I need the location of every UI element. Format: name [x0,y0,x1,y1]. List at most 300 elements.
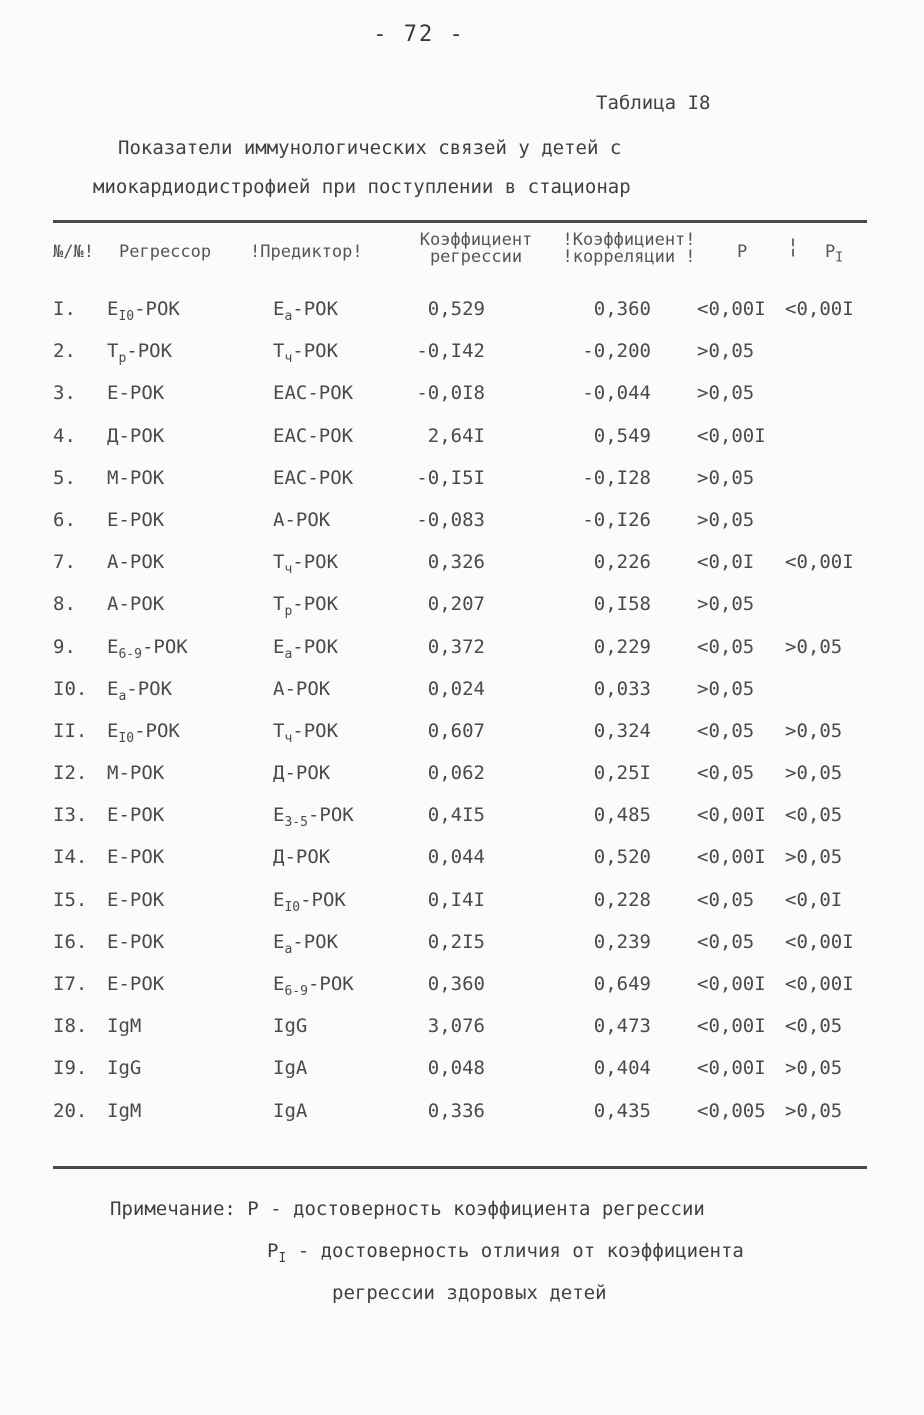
regressor-cell [107,846,164,872]
predictor-cell [273,720,338,746]
row-number [53,467,105,489]
predictor-cell [273,509,330,535]
table-bottom-rule [53,1166,867,1169]
p1-value-cell-text: >0,05 [785,846,843,869]
correlation-coefficient-cell-text: 0,520 [593,846,651,869]
regression-coefficient-cell-text: 0,372 [427,635,485,658]
row-number-text: 5. [53,466,76,489]
table-row [53,1011,867,1053]
predictor-cell-text: А-РОК [273,508,331,531]
regressor-cell-text: T [107,340,119,363]
predictor-cell-text: IgA [273,1099,308,1122]
p1-value-cell-text: <0,00I [785,930,854,953]
predictor-cell [273,636,338,662]
predictor-cell [273,340,338,366]
regressor-cell-text: Е-РОК [107,930,165,953]
predictor-cell-sub: I0 [284,899,301,915]
regressor-cell [107,509,164,535]
regressor-cell-text: Д-РОК [107,424,165,447]
row-number-text: I6. [53,930,88,953]
p-value-cell-text: >0,05 [697,340,755,363]
p-value-cell [697,1100,766,1122]
regression-coefficient-cell [393,636,485,658]
predictor-cell [273,298,338,324]
table-row [53,378,867,420]
regressor-cell-text: IgM [107,1015,142,1038]
predictor-cell-text: E [273,804,285,827]
predictor-cell-text: ЕАС-РОК [273,382,354,405]
regressor-cell-text: E [107,298,119,320]
row-number [53,1100,105,1122]
regression-coefficient-cell-text: 0,I4I [427,888,485,911]
regression-coefficient-cell [393,931,485,953]
table-row [53,758,867,800]
header-p1-sub: I [835,250,844,266]
regressor-cell [107,889,164,915]
table-row [53,716,867,758]
p-value-cell-text: <0,00I [697,424,766,447]
p1-value-cell [785,636,842,658]
regressor-cell-sub: 6-9 [118,646,142,662]
p-value-cell-text: <0,00I [697,298,766,320]
row-number-text: 20. [53,1099,88,1122]
regression-coefficient-cell [393,593,485,615]
p1-value-cell-text: <0,00I [785,551,854,574]
note-line-2-text: - достоверность отличия от коэффициента [286,1240,744,1262]
correlation-coefficient-cell [563,425,651,447]
correlation-coefficient-cell-text: 0,228 [593,888,651,911]
predictor-cell-text: IgG [273,1015,308,1038]
predictor-cell-sub: a [284,941,293,957]
predictor-cell-sub: р [284,604,293,620]
header-corr-line1: !Коэффициент! [562,230,696,250]
p1-value-cell [785,931,854,953]
predictor-cell [273,1100,307,1126]
row-number [53,1015,105,1037]
regression-coefficient-cell-text: 2,64I [427,424,485,447]
p-value-cell-text: <0,05 [697,888,755,911]
regression-coefficient-cell-text: 0,360 [427,973,485,995]
table-row [53,632,867,674]
predictor-cell-text: -РОК [307,973,354,995]
regressor-cell-text: М-РОК [107,762,165,785]
row-number-text: 8. [53,593,76,616]
regressor-cell-text: -РОК [126,340,173,363]
table-title-line-1: Показатели иммунологических связей у детей с [118,137,622,159]
regression-coefficient-cell [393,720,485,742]
predictor-cell-text: -РОК [292,930,339,953]
p-value-cell [697,340,754,362]
regressor-cell [107,298,180,324]
row-number [53,636,105,658]
correlation-coefficient-cell [563,551,651,573]
predictor-cell [273,551,338,577]
predictor-cell-sub: a [284,308,293,324]
correlation-coefficient-cell [563,889,651,911]
predictor-cell-sub: a [284,646,293,662]
p1-value-cell-text: >0,05 [785,1099,843,1122]
regression-coefficient-cell [393,1057,485,1079]
regressor-cell [107,425,164,451]
p-value-cell-text: <0,05 [697,930,755,953]
correlation-coefficient-cell [563,1057,651,1079]
regressor-cell [107,1100,141,1126]
row-number-text: 6. [53,508,76,531]
note-p1-letter: P [267,1240,279,1262]
row-number [53,973,105,995]
regression-coefficient-cell-text: 0,048 [427,1057,485,1080]
row-number-text: I. [53,298,76,320]
regressor-cell-sub: a [118,688,127,704]
predictor-cell [273,1057,307,1083]
row-number-text: I3. [53,804,88,827]
p-value-cell-text: <0,05 [697,719,755,742]
row-number [53,551,105,573]
p-value-cell [697,593,754,615]
correlation-coefficient-cell-text: 0,549 [593,424,651,447]
predictor-cell-sub: ч [284,350,293,366]
regression-coefficient-cell-text: 0,607 [427,719,485,742]
predictor-cell-text: E [273,298,285,320]
predictor-cell [273,382,353,408]
p1-value-cell [785,1015,842,1037]
regression-coefficient-cell [393,425,485,447]
regressor-cell [107,804,164,830]
row-number-text: 7. [53,551,76,574]
regressor-cell [107,467,164,493]
row-number [53,340,105,362]
regressor-cell-text: Е-РОК [107,508,165,531]
regressor-cell [107,340,172,366]
predictor-cell-text: T [273,593,285,616]
p-value-cell-text: >0,05 [697,466,755,489]
regressor-cell [107,593,164,619]
row-number [53,846,105,868]
p-value-cell [697,1057,766,1079]
row-number-text: II. [53,719,88,742]
correlation-coefficient-cell [563,467,651,489]
correlation-coefficient-cell-text: -0,200 [582,340,651,363]
regressor-cell-text: IgM [107,1099,142,1122]
p1-value-cell-text: >0,05 [785,762,843,785]
regressor-cell-text: E [107,635,119,658]
table-top-rule [53,220,867,223]
row-number-text: I8. [53,1015,88,1038]
correlation-coefficient-cell-text: -0,I28 [582,466,651,489]
regression-coefficient-cell [393,678,485,700]
regressor-cell-text: -РОК [134,719,180,742]
header-coef-line2: регрессии [429,247,523,267]
predictor-cell [273,804,354,830]
p-value-cell [697,889,754,911]
predictor-cell-text: -РОК [292,635,339,658]
header-p: P [737,242,748,262]
correlation-coefficient-cell [563,762,651,784]
regressor-cell [107,973,164,999]
table-row [53,336,867,378]
regressor-cell [107,1057,141,1083]
row-number-text: I0. [53,677,88,700]
p1-value-cell [785,298,854,320]
predictor-cell-sub: ч [284,730,293,746]
p1-value-cell-text: <0,00I [785,973,854,995]
predictor-cell [273,593,338,619]
correlation-coefficient-cell [563,931,651,953]
p1-value-cell [785,973,854,995]
p-value-cell [697,720,754,742]
table-row [53,969,867,1011]
row-number-text: I4. [53,846,88,869]
predictor-cell-sub: ч [284,561,293,577]
header-p1 [825,242,843,265]
predictor-cell [273,762,330,788]
table-row [53,463,867,505]
correlation-coefficient-cell [563,678,651,700]
p-value-cell [697,467,754,489]
correlation-coefficient-cell-text: 0,229 [593,635,651,658]
header-regressor: Регрессор [119,242,212,262]
note-line-2 [267,1240,744,1266]
table-row [53,842,867,884]
p1-value-cell-text: <0,05 [785,804,843,827]
header-num: №/№! [53,242,94,262]
p-value-cell-text: >0,05 [697,593,755,616]
regression-coefficient-cell-text: 0,207 [427,593,485,616]
regression-coefficient-cell [393,1015,485,1037]
predictor-cell-text: ЕАС-РОК [273,466,354,489]
header-predictor: !Предиктор! [250,242,363,262]
p1-value-cell [785,846,842,868]
row-number [53,298,105,320]
predictor-cell-text: ЕАС-РОК [273,424,354,447]
predictor-cell-text: -РОК [292,719,339,742]
row-number [53,593,105,615]
predictor-cell-text: E [273,973,285,995]
p-value-cell-text: <0,0I [697,551,755,574]
p1-value-cell-text: >0,05 [785,635,843,658]
correlation-coefficient-cell-text: 0,435 [593,1099,651,1122]
correlation-coefficient-cell [563,593,651,615]
p-value-cell-text: <0,05 [697,762,755,785]
regressor-cell [107,1015,141,1041]
regression-coefficient-cell-text: 0,336 [427,1099,485,1122]
correlation-coefficient-cell-text: -0,I26 [582,508,651,531]
correlation-coefficient-cell [563,846,651,868]
regression-coefficient-cell [393,889,485,911]
row-number [53,762,105,784]
regressor-cell-text: А-РОК [107,551,165,574]
predictor-cell-text: E [273,930,285,953]
regressor-cell [107,382,164,408]
regressor-cell [107,762,164,788]
row-number-text: 4. [53,424,76,447]
table-row [53,589,867,631]
p-value-cell-text: <0,00I [697,804,766,827]
regressor-cell-text: E [107,719,119,742]
predictor-cell-text: E [273,635,285,658]
correlation-coefficient-cell-text: 0,473 [593,1015,651,1038]
regressor-cell [107,720,180,746]
p-value-cell [697,762,754,784]
regressor-cell-text: Е-РОК [107,804,165,827]
header-corr-line2: !корреляции ! [562,247,696,267]
regressor-cell-text: -РОК [126,677,173,700]
regressor-cell [107,678,172,704]
table-row [53,1053,867,1095]
correlation-coefficient-cell-text: -0,044 [582,382,651,405]
row-number [53,1057,105,1079]
regression-coefficient-cell-text: -0,083 [416,508,485,531]
regression-coefficient-cell [393,846,485,868]
correlation-coefficient-cell [563,340,651,362]
regression-coefficient-cell [393,762,485,784]
correlation-coefficient-cell-text: 0,I58 [593,593,651,616]
predictor-cell [273,846,330,872]
p-value-cell-text: >0,05 [697,677,755,700]
p1-value-cell-text: <0,00I [785,298,854,320]
regressor-cell-text: E [107,677,119,700]
predictor-cell [273,973,354,999]
regressor-cell-text: М-РОК [107,466,165,489]
regressor-cell-text: -РОК [141,635,188,658]
row-number [53,889,105,911]
row-number-text: 9. [53,635,76,658]
regression-coefficient-cell [393,467,485,489]
p1-value-cell [785,889,842,911]
correlation-coefficient-cell [563,1100,651,1122]
row-number-text: 3. [53,382,76,405]
correlation-coefficient-cell-text: 0,485 [593,804,651,827]
regressor-cell [107,931,164,957]
p-value-cell [697,509,754,531]
regression-coefficient-cell [393,298,485,320]
p-value-cell-text: <0,00I [697,1015,766,1038]
header-p1-letter: P [825,242,836,262]
p-value-cell-text: <0,00I [697,973,766,995]
regressor-cell-text: Е-РОК [107,973,165,995]
table-row [53,421,867,463]
p-value-cell [697,931,754,953]
p-value-cell [697,678,754,700]
regressor-cell-text: Е-РОК [107,382,165,405]
predictor-cell [273,467,353,493]
predictor-cell [273,889,346,915]
predictor-cell-text: -РОК [292,551,339,574]
correlation-coefficient-cell [563,1015,651,1037]
predictor-cell-text: T [273,719,285,742]
predictor-cell-text: T [273,340,285,363]
regressor-cell-text: IgG [107,1057,142,1080]
p1-value-cell-text: <0,05 [785,1015,843,1038]
p-value-cell [697,973,766,995]
regression-coefficient-cell-text: 0,062 [427,762,485,785]
table-row [53,927,867,969]
row-number [53,720,105,742]
p-value-cell-text: >0,05 [697,508,755,531]
table-row [53,294,867,336]
row-number-text: 2. [53,340,76,363]
table-title-line-2: миокардиодистрофией при поступлении в стационар [93,176,631,198]
predictor-cell-sub: 3-5 [284,815,308,831]
correlation-coefficient-cell-text: 0,324 [593,719,651,742]
regression-coefficient-cell [393,382,485,404]
p-value-cell [697,298,766,320]
predictor-cell-text: T [273,551,285,574]
row-number [53,382,105,404]
p1-value-cell [785,551,854,573]
p1-value-cell-text: >0,05 [785,719,843,742]
predictor-cell-sub: 6-9 [284,983,308,999]
regression-coefficient-cell-text: 0,4I5 [427,804,485,827]
p1-value-cell-text: >0,05 [785,1057,843,1080]
correlation-coefficient-cell-text: 0,033 [593,677,651,700]
p1-value-cell [785,1057,842,1079]
regression-coefficient-cell [393,509,485,531]
row-number [53,804,105,826]
row-number [53,425,105,447]
p-value-cell [697,382,754,404]
predictor-cell [273,931,338,957]
predictor-cell-text: IgA [273,1057,308,1080]
regressor-cell [107,551,164,577]
table-row [53,505,867,547]
correlation-coefficient-cell-text: 0,360 [593,298,651,320]
regression-coefficient-cell-text: -0,I42 [416,340,485,363]
regressor-cell-text: Е-РОК [107,888,165,911]
p1-value-cell [785,720,842,742]
predictor-cell-text: -РОК [307,804,354,827]
correlation-coefficient-cell [563,298,651,320]
regression-coefficient-cell-text: 0,529 [427,298,485,320]
p-value-cell [697,636,754,658]
table-row [53,674,867,716]
regressor-cell-text: Е-РОК [107,846,165,869]
table-row [53,800,867,842]
regression-coefficient-cell [393,804,485,826]
table-row [53,547,867,589]
correlation-coefficient-cell [563,973,651,995]
regression-coefficient-cell [393,1100,485,1122]
predictor-cell-text: -РОК [292,298,339,320]
p-value-cell-text: <0,05 [697,635,755,658]
table-label: Таблица I8 [596,92,711,114]
table-header [53,228,867,284]
row-number-text: I7. [53,973,88,995]
predictor-cell-text: E [273,888,285,911]
page-number: - 72 - [373,22,465,47]
correlation-coefficient-cell [563,636,651,658]
regression-coefficient-cell [393,340,485,362]
correlation-coefficient-cell [563,382,651,404]
regressor-cell-sub: р [118,350,127,366]
table-row [53,885,867,927]
p1-value-cell-text: <0,0I [785,888,843,911]
p-value-cell-text: <0,00I [697,846,766,869]
correlation-coefficient-cell-text: 0,239 [593,930,651,953]
predictor-cell-text: Д-РОК [273,762,331,785]
predictor-cell-text: -РОК [292,593,339,616]
predictor-cell-text: -РОК [292,340,339,363]
regression-coefficient-cell-text: 3,076 [427,1015,485,1038]
p-value-cell-text: <0,00I [697,1057,766,1080]
correlation-coefficient-cell [563,720,651,742]
p1-value-cell [785,1100,842,1122]
correlation-coefficient-cell-text: 0,25I [593,762,651,785]
p-value-cell [697,551,754,573]
regression-coefficient-cell-text: 0,326 [427,551,485,574]
note-line-1: Примечание: P - достоверность коэффициента регрессии [110,1198,705,1220]
p-value-cell [697,1015,766,1037]
